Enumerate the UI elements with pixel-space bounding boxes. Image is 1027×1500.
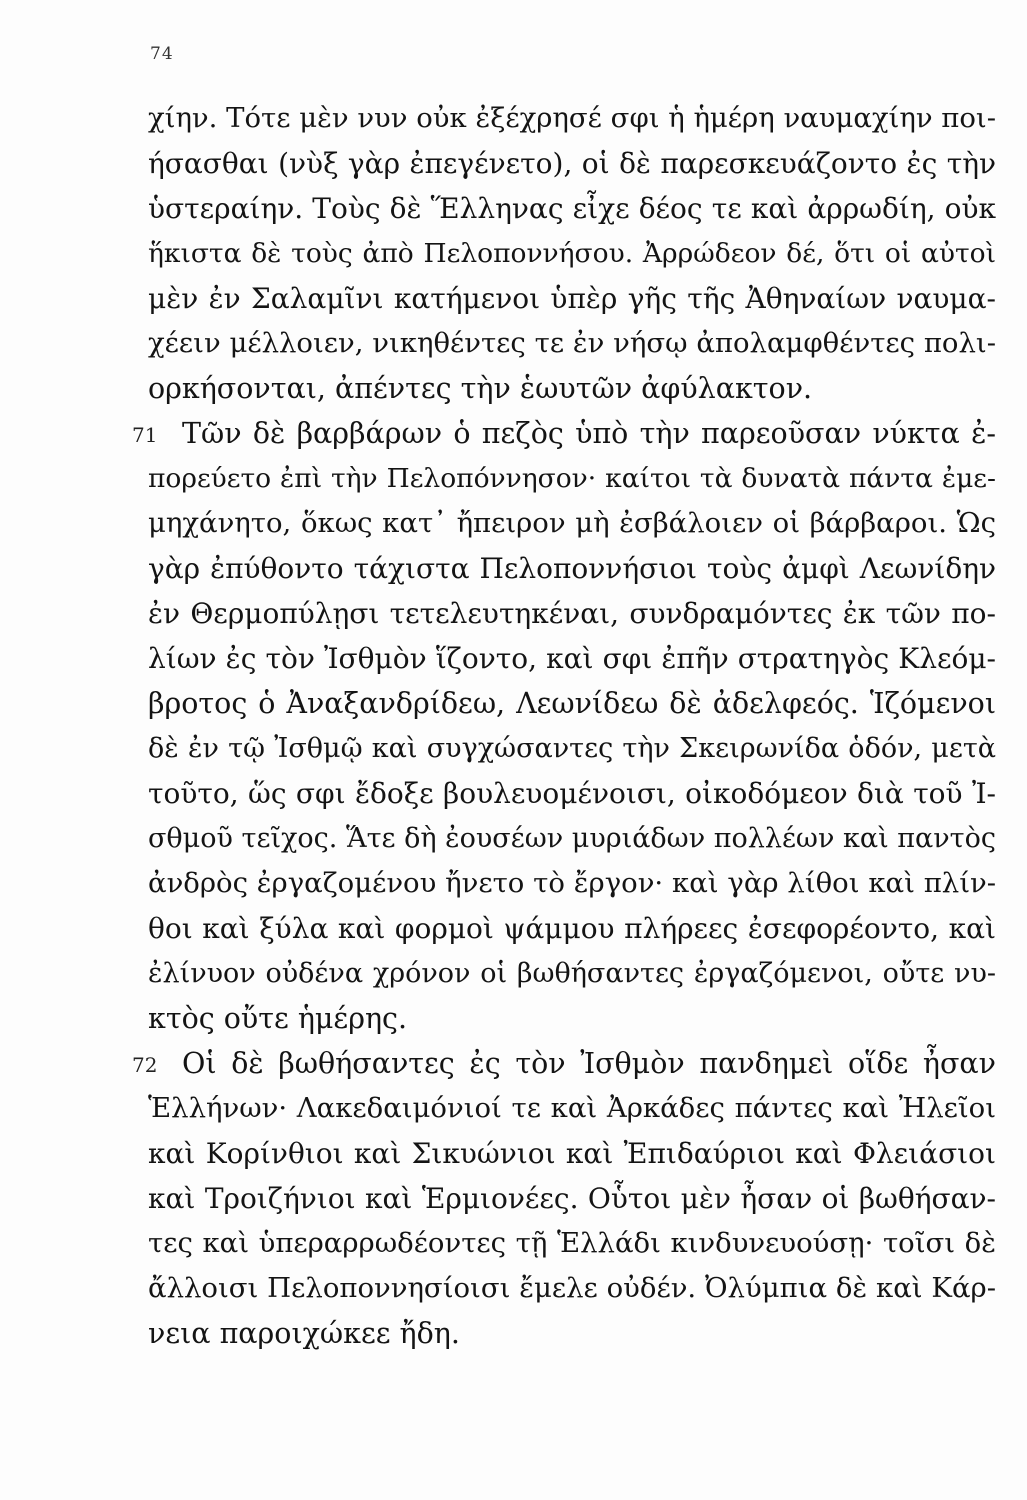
text-line: ὑστεραίην. Τοὺς δὲ Ἕλληνας εἶχε δέος τε καὶ ἀρρωδίη, οὐκ	[148, 192, 996, 225]
text-line: χέειν μέλλοιεν, νικηθέντες τε ἐν νήσῳ ἀπολαμφθέντες πολι-	[148, 327, 996, 359]
text-line: ἥκιστα δὲ τοὺς ἀπὸ Πελοποννήσου. Ἀρρώδεον δέ, ὅτι οἱ αὐτοὶ	[148, 238, 996, 269]
chapter-number-71: 71	[132, 423, 158, 447]
text-line: δὲ ἐν τῷ Ἰσθμῷ καὶ συγχώσαντες τὴν Σκειρωνίδα ὁδόν, μετὰ	[148, 733, 996, 764]
text-line: καὶ Τροιζήνιοι καὶ Ἑρμιονέες. Οὗτοι μὲν ἦσαν οἱ βωθήσαν-	[148, 1182, 996, 1215]
text-line: χίην. Τότε μὲν νυν οὐκ ἐξέχρησέ σφι ἡ ἡμέρη ναυμαχίην ποι-	[148, 102, 996, 134]
chapter-72-first-line: 72 Οἱ δὲ βωθήσαντες ἐς τὸν Ἰσθμὸν πανδημεὶ οἵδε ἦσαν	[148, 1041, 996, 1086]
text-line: κτὸς οὔτε ἡμέρης.	[148, 1002, 408, 1035]
text-line: θοι καὶ ξύλα καὶ φορμοὶ ψάμμου πλήρεες ἐσεφορέοντο, καὶ	[148, 912, 996, 945]
text-line: Ἑλλήνων· Λακεδαιμόνιοί τε καὶ Ἀρκάδες πάντες καὶ Ἠλεῖοι	[148, 1092, 996, 1124]
text-line: ἐλίνυον οὐδένα χρόνον οἱ βωθήσαντες ἐργαζόμενοι, οὔτε νυ-	[148, 958, 996, 989]
page-number: 74	[150, 44, 174, 64]
chapter-71-first-line: 71 Τῶν δὲ βαρβάρων ὁ πεζὸς ὑπὸ τὴν παρεοῦσαν νύκτα ἐ-	[148, 411, 996, 456]
text-line: τοῦτο, ὥς σφι ἔδοξε βουλευομένοισι, οἰκοδόμεον διὰ τοῦ Ἰ-	[148, 777, 996, 810]
text-line: λίων ἐς τὸν Ἰσθμὸν ἵζοντο, καὶ σφι ἐπῆν στρατηγὸς Κλεόμ-	[148, 642, 996, 675]
text-line: καὶ Κορίνθιοι καὶ Σικυώνιοι καὶ Ἐπιδαύριοι καὶ Φλειάσιοι	[148, 1137, 996, 1170]
chapter-number-72: 72	[132, 1053, 158, 1077]
text-line: μὲν ἐν Σαλαμῖνι κατήμενοι ὑπὲρ γῆς τῆς Ἀθηναίων ναυμα-	[148, 282, 996, 315]
text-line: τες καὶ ὑπεραρρωδέοντες τῇ Ἑλλάδι κινδυνευούσῃ· τοῖσι δὲ	[148, 1227, 996, 1259]
text-line: ορκήσονται, ἀπέντες τὴν ἑωυτῶν ἀφύλακτον.	[148, 372, 813, 405]
text-line: ἄλλοισι Πελοποννησίοισι ἔμελε οὐδέν. Ὀλύμπια δὲ καὶ Κάρ-	[148, 1272, 996, 1304]
text-line: μηχάνητο, ὅκως κατ᾽ ἤπειρον μὴ ἐσβάλοιεν οἱ βάρβαροι. Ὡς	[148, 507, 996, 539]
text-line: νεια παροιχώκεε ἤδη.	[148, 1317, 460, 1350]
text-line: ἐν Θερμοπύλῃσι τετελευτηκέναι, συνδραμόντες ἐκ τῶν πο-	[148, 597, 996, 630]
text-line: σθμοῦ τεῖχος. Ἅτε δὴ ἐουσέων μυριάδων πολλέων καὶ παντὸς	[148, 823, 996, 854]
text-line: ήσασθαι (νὺξ γὰρ ἐπεγένετο), οἱ δὲ παρεσκευάζοντο ἐς τὴν	[148, 147, 996, 180]
greek-text-body	[132, 96, 996, 1356]
text-line: γὰρ ἐπύθοντο τάχιστα Πελοποννήσιοι τοὺς ἀμφὶ Λεωνίδην	[148, 552, 996, 585]
text-line: ἀνδρὸς ἐργαζομένου ἤνετο τὸ ἔργον· καὶ γὰρ λίθοι καὶ πλίν-	[148, 867, 996, 899]
text-line: βροτος ὁ Ἀναξανδρίδεω, Λεωνίδεω δὲ ἀδελφεός. Ἱζόμενοι	[148, 687, 996, 720]
text-line: πορεύετο ἐπὶ τὴν Πελοπόννησον· καίτοι τὰ δυνατὰ πάντα ἐμε-	[148, 463, 996, 494]
